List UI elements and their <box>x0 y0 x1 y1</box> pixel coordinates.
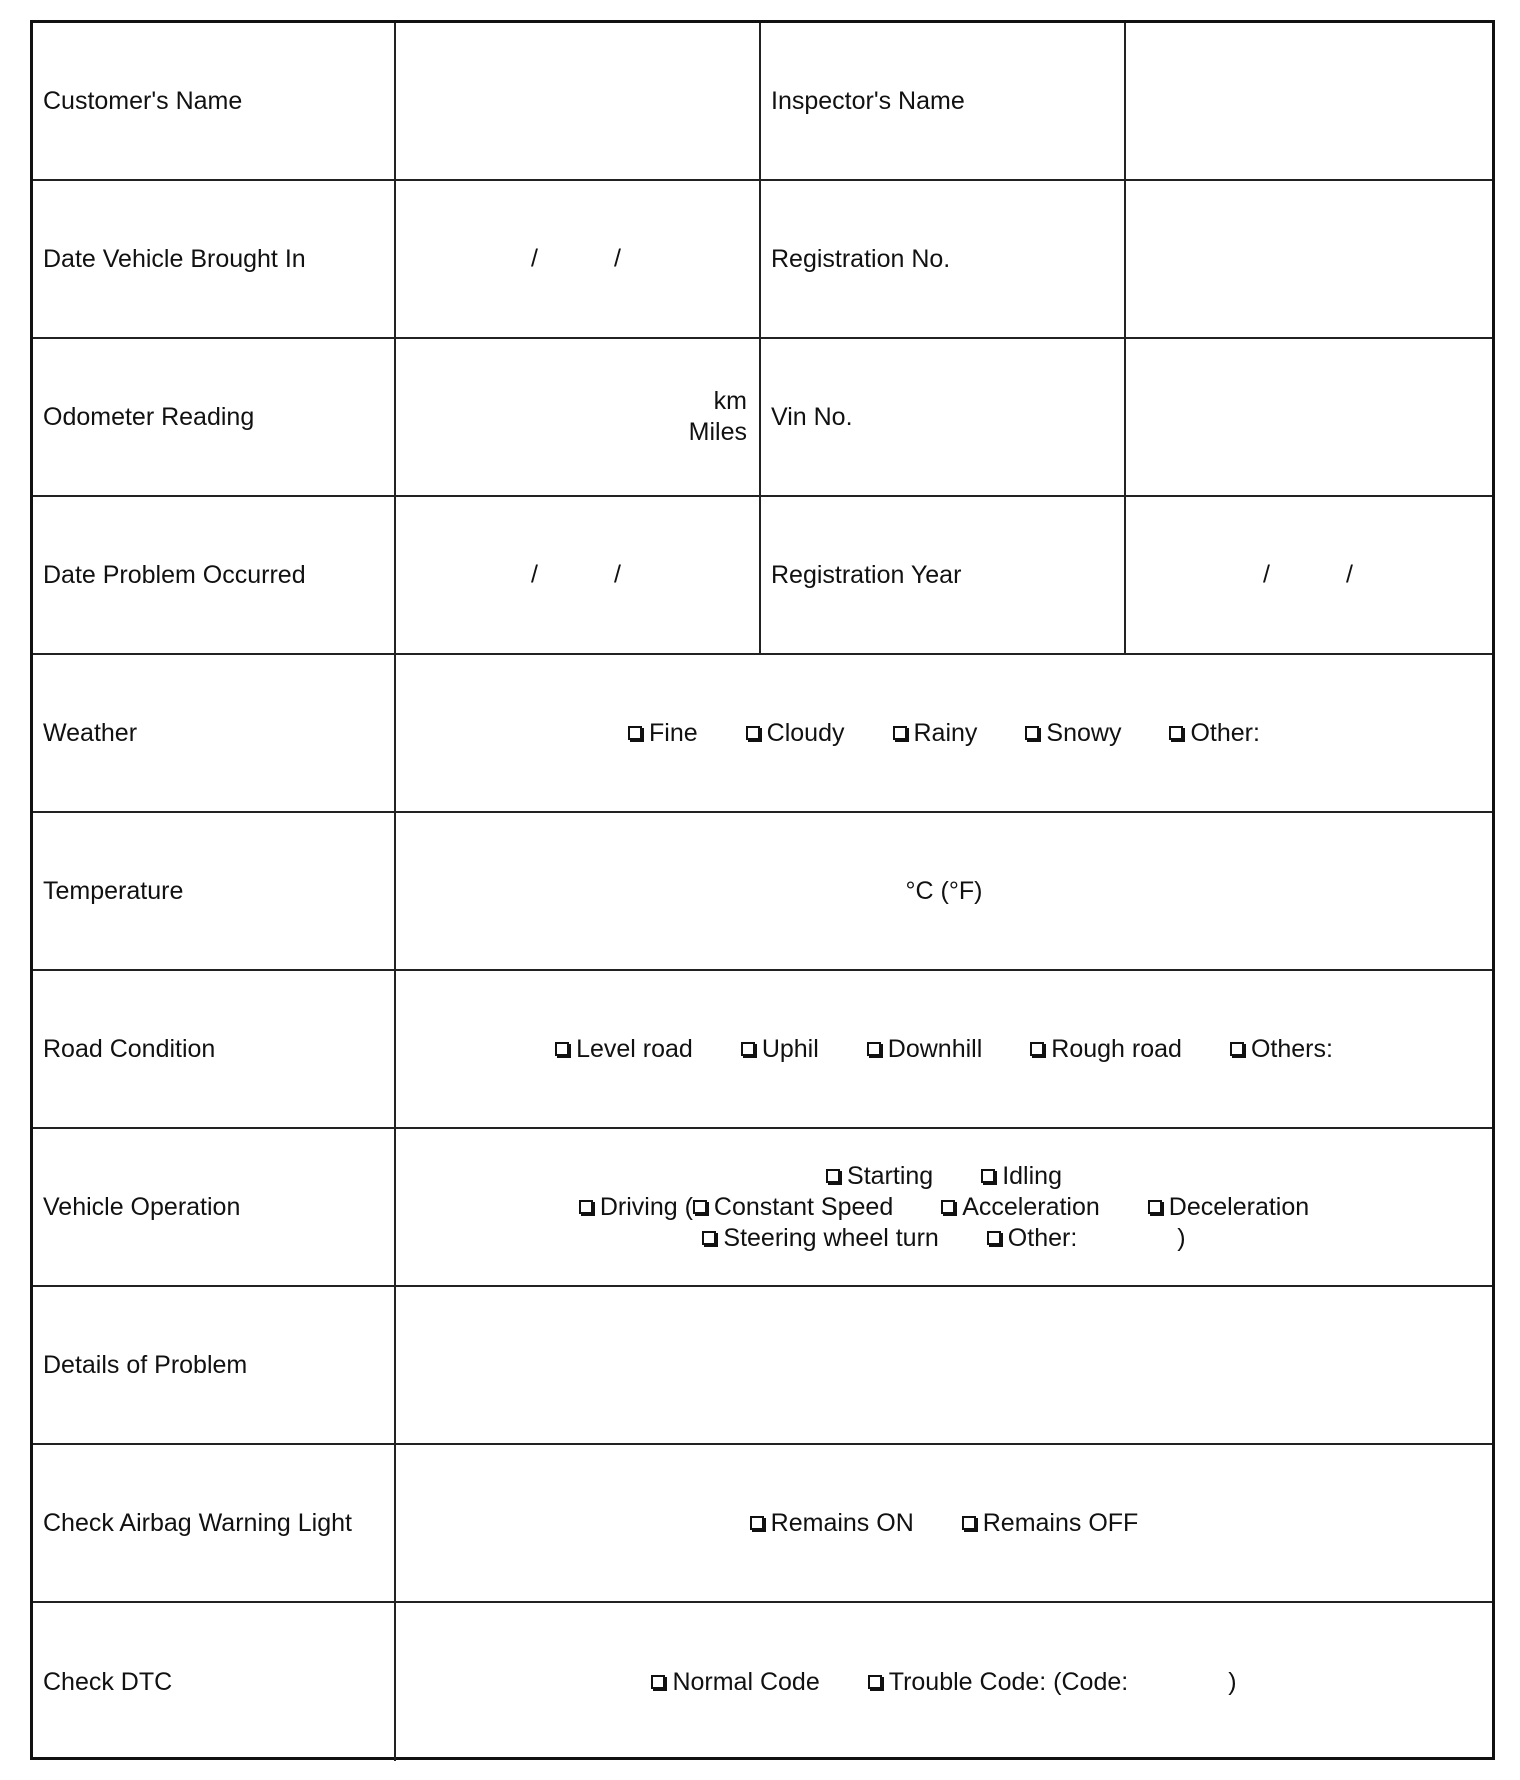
option-label: Normal Code <box>672 1667 820 1696</box>
date-separator: / <box>614 244 621 273</box>
vehicle-operation-options <box>396 1129 1492 1285</box>
airbag-option-on[interactable] <box>750 1509 914 1538</box>
operation-option-driving[interactable] <box>579 1192 693 1223</box>
temperature-unit: °C (°F) <box>905 876 983 905</box>
weather-option-snowy[interactable] <box>1025 719 1121 748</box>
checkbox-icon <box>746 726 760 740</box>
date-separator: / <box>531 244 538 273</box>
option-label: Constant Speed <box>713 1192 894 1221</box>
option-label: Starting <box>847 1161 934 1190</box>
weather-option-other[interactable] <box>1169 719 1259 748</box>
checkbox-icon <box>1169 726 1183 740</box>
registration-year-field[interactable] <box>1126 497 1492 653</box>
date-separator: / <box>1263 560 1270 589</box>
checkbox-icon <box>628 726 642 740</box>
customer-name-field[interactable] <box>396 23 761 179</box>
checkbox-icon <box>826 1169 840 1183</box>
checkbox-icon <box>941 1200 955 1214</box>
temperature-label: Temperature <box>33 813 396 969</box>
option-label: Others: <box>1250 1034 1333 1063</box>
option-label: Snowy <box>1046 718 1122 747</box>
option-label: Idling <box>1002 1161 1062 1190</box>
row-weather <box>33 655 1492 813</box>
checkbox-icon <box>868 1675 882 1689</box>
checkbox-icon <box>987 1231 1001 1245</box>
weather-option-cloudy[interactable] <box>746 719 845 748</box>
option-label: Cloudy <box>766 718 845 747</box>
option-label: Fine <box>649 718 698 747</box>
details-label: Details of Problem <box>33 1287 396 1443</box>
row-date-in <box>33 181 1492 339</box>
date-brought-in-field[interactable] <box>396 181 761 337</box>
operation-option-idling[interactable] <box>981 1161 1062 1192</box>
unit-km: km <box>713 387 747 415</box>
odometer-field[interactable] <box>396 339 761 495</box>
dtc-options <box>396 1603 1492 1761</box>
option-label: Other: <box>1190 718 1260 747</box>
road-option-others[interactable] <box>1230 1035 1333 1064</box>
checkbox-icon <box>693 1200 707 1214</box>
option-label: Rough road <box>1051 1034 1182 1063</box>
dtc-option-normal[interactable] <box>651 1668 819 1697</box>
road-condition-label: Road Condition <box>33 971 396 1127</box>
checkbox-icon <box>741 1042 755 1056</box>
road-option-level[interactable] <box>555 1035 693 1064</box>
operation-option-other[interactable] <box>987 1223 1077 1254</box>
road-option-rough[interactable] <box>1030 1035 1182 1064</box>
road-option-downhill[interactable] <box>867 1035 982 1064</box>
date-problem-label: Date Problem Occurred <box>33 497 396 653</box>
option-label: Remains OFF <box>982 1508 1139 1537</box>
inspector-name-label: Inspector's Name <box>761 23 1126 179</box>
registration-year-label: Registration Year <box>761 497 1126 653</box>
date-separator: / <box>531 560 538 589</box>
row-customer <box>33 23 1492 181</box>
checkbox-icon <box>579 1200 593 1214</box>
checkbox-icon <box>962 1516 976 1530</box>
option-label: Trouble Code: (Code: <box>888 1667 1129 1696</box>
option-label: Deceleration <box>1168 1192 1310 1221</box>
checkbox-icon <box>1148 1200 1162 1214</box>
option-label: Steering wheel turn <box>723 1223 939 1252</box>
checkbox-icon <box>702 1231 716 1245</box>
weather-options <box>396 655 1492 811</box>
registration-no-field[interactable] <box>1126 181 1492 337</box>
option-label: Other: <box>1007 1223 1078 1252</box>
airbag-option-off[interactable] <box>962 1509 1139 1538</box>
date-brought-in-label: Date Vehicle Brought In <box>33 181 396 337</box>
unit-miles: Miles <box>688 418 747 446</box>
dtc-label: Check DTC <box>33 1603 396 1761</box>
details-field[interactable] <box>396 1287 1492 1443</box>
road-condition-options <box>396 971 1492 1127</box>
date-problem-field[interactable] <box>396 497 761 653</box>
option-label: Uphil <box>761 1034 819 1063</box>
option-label: Remains ON <box>770 1508 914 1537</box>
closing-paren: ) <box>1177 1223 1186 1252</box>
option-label: Rainy <box>913 718 978 747</box>
row-temperature <box>33 813 1492 971</box>
checkbox-icon <box>867 1042 881 1056</box>
customer-name-label: Customer's Name <box>33 23 396 179</box>
dtc-option-trouble[interactable] <box>868 1668 1128 1697</box>
checkbox-icon <box>1030 1042 1044 1056</box>
weather-option-fine[interactable] <box>628 719 698 748</box>
option-label: Downhill <box>887 1034 983 1063</box>
weather-label: Weather <box>33 655 396 811</box>
vin-no-label: Vin No. <box>761 339 1126 495</box>
operation-option-constant-speed[interactable] <box>693 1192 893 1223</box>
row-date-problem <box>33 497 1492 655</box>
checkbox-icon <box>981 1169 995 1183</box>
checkbox-icon <box>555 1042 569 1056</box>
registration-no-label: Registration No. <box>761 181 1126 337</box>
operation-option-deceleration[interactable] <box>1148 1192 1309 1223</box>
weather-option-rainy[interactable] <box>893 719 978 748</box>
row-airbag <box>33 1445 1492 1603</box>
odometer-units <box>689 386 747 448</box>
inspection-form <box>30 20 1495 1760</box>
road-option-uphill[interactable] <box>741 1035 819 1064</box>
checkbox-icon <box>893 726 907 740</box>
closing-paren: ) <box>1228 1667 1237 1696</box>
odometer-label: Odometer Reading <box>33 339 396 495</box>
row-road-condition <box>33 971 1492 1129</box>
operation-option-acceleration[interactable] <box>941 1192 1100 1223</box>
row-odometer <box>33 339 1492 497</box>
option-label: Driving ( <box>599 1192 693 1221</box>
operation-option-steering[interactable] <box>702 1223 938 1254</box>
airbag-label: Check Airbag Warning Light <box>33 1445 396 1601</box>
date-separator: / <box>614 560 621 589</box>
vehicle-operation-label: Vehicle Operation <box>33 1129 396 1285</box>
row-details <box>33 1287 1492 1445</box>
option-label: Level road <box>576 1034 693 1063</box>
operation-option-starting[interactable] <box>826 1161 933 1192</box>
airbag-options <box>396 1445 1492 1601</box>
row-vehicle-operation <box>33 1129 1492 1287</box>
row-dtc <box>33 1603 1492 1761</box>
checkbox-icon <box>1025 726 1039 740</box>
temperature-field[interactable] <box>396 813 1492 969</box>
checkbox-icon <box>651 1675 665 1689</box>
option-label: Acceleration <box>962 1192 1100 1221</box>
date-separator: / <box>1346 560 1353 589</box>
inspector-name-field[interactable] <box>1126 23 1492 179</box>
checkbox-icon <box>750 1516 764 1530</box>
vin-no-field[interactable] <box>1126 339 1492 495</box>
checkbox-icon <box>1230 1042 1244 1056</box>
